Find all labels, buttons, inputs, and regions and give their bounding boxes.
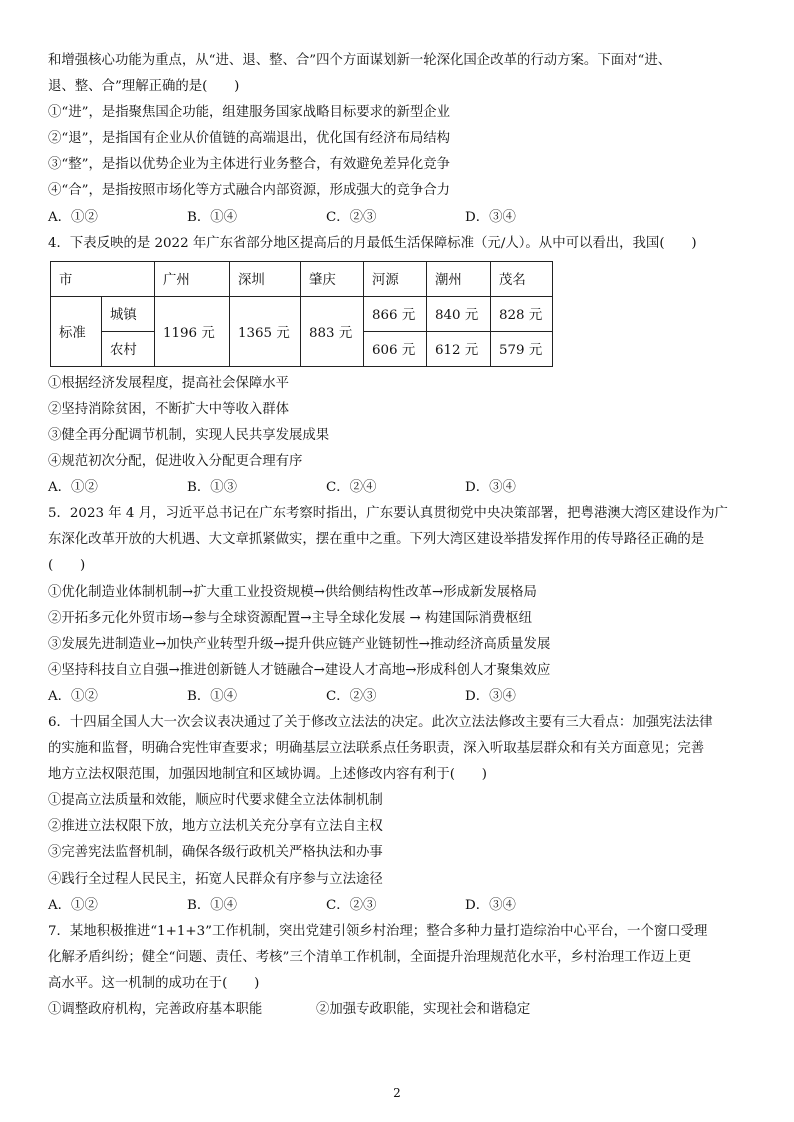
q6-choice-4: ④践行全过程人民民主，拓宽人民群众有序参与立法途径: [48, 871, 383, 887]
q4-options: [48, 475, 753, 501]
table-city-zhaoqing: 肇庆: [301, 261, 364, 296]
q5-stem-line-3: ( ): [48, 558, 86, 574]
q4-option-d: D．③④: [465, 480, 516, 496]
table-city-chaozhou: 潮州: [427, 261, 491, 296]
q6-choice-2: ②推进立法权限下放，地方立法机关充分享有立法自主权: [48, 819, 383, 835]
minimum-living-standard-table: [50, 261, 553, 367]
q3-line-2: 退、整、合”理解正确的是( ): [48, 79, 240, 95]
table-cell-shenzhen: 1365 元: [230, 296, 301, 366]
q4-option-a: A．①②: [48, 480, 98, 496]
table-header-row: [51, 261, 553, 296]
q3-option-c: C．②③: [326, 209, 377, 225]
q4-choice-4: ④规范初次分配，促进收入分配更合理有序: [48, 454, 303, 470]
table-cell-maoming-urban: 828 元: [491, 296, 553, 331]
question-7-block: [48, 919, 753, 1023]
table-city-maoming: 茂名: [491, 261, 553, 296]
q3-choice-3: ③“整”，是指以优势企业为主体进行业务整合，有效避免差异化竞争: [48, 157, 451, 173]
q6-option-c: C．②③: [326, 897, 377, 913]
q4-choice-3: ③健全再分配调节机制，实现人民共享发展成果: [48, 427, 330, 443]
table-row-label: 标准: [51, 296, 102, 366]
table-cell-chaozhou-rural: 612 元: [427, 331, 491, 366]
q6-option-a: A．①②: [48, 897, 98, 913]
q5-stem-line-1: 5．2023 年 4 月，习近平总书记在广东考察时指出，广东要认真贯彻党中央决策部署，把粤港澳大湾区建设作为广: [48, 506, 728, 522]
q4-stem: 4．下表反映的是 2022 年广东省部分地区提高后的月最低生活保障标准（元/人）。从中可以看出，我国( ): [48, 235, 697, 251]
q5-choice-2: ②开拓多元化外贸市场→参与全球资源配置→主导全球化发展 → 构建国际消费枢纽: [48, 610, 533, 626]
table-city-heyuan: 河源: [364, 261, 427, 296]
q6-stem-line-1: 6．十四届全国人大一次会议表决通过了关于修改立法法的决定。此次立法法修改主要有三大看点：加强宪法法律: [48, 714, 713, 730]
q7-choice-1: ①调整政府机构，完善政府基本职能: [48, 1002, 263, 1017]
question-4-block: [48, 231, 753, 502]
q6-option-b: B．①④: [187, 897, 238, 913]
q3-option-b: B．①④: [187, 209, 238, 225]
q6-stem-line-2: 的实施和监督，明确合宪性审查要求；明确基层立法联系点任务职责，深入听取基层群众和有关方面意见；完善: [48, 741, 705, 757]
q7-stem-line-3: 高水平。这一机制的成功在于( ): [48, 975, 260, 991]
q6-stem-line-3: 地方立法权限范围，加强因地制宜和区域协调。上述修改内容有利于( ): [48, 767, 487, 783]
q7-stem-line-1: 7．某地积极推进“1+1+3”工作机制，突出党建引领乡村治理；整合多种力量打造综治中心平台，一个窗口受理: [48, 923, 708, 939]
q6-option-d: D．③④: [465, 897, 516, 913]
question-5-block: [48, 501, 753, 710]
q5-choice-1: ①优化制造业体制机制→扩大重工业投资规模→供给侧结构性改革→形成新发展格局: [48, 584, 537, 600]
q5-choice-3: ③发展先进制造业→加快产业转型升级→提升供应链产业链韧性→推动经济高质量发展: [48, 636, 551, 652]
q3-option-a: A．①②: [48, 209, 98, 225]
q7-choice-2: ②加强专政职能，实现社会和谐稳定: [316, 1002, 531, 1017]
q3-line-1: 和增强核心功能为重点，从“进、退、整、合”四个方面谋划新一轮深化国企改革的行动方案。下面对“进、: [48, 53, 672, 68]
q6-choice-1: ①提高立法质量和效能，顺应时代要求健全立法体制机制: [48, 793, 383, 809]
table-cell-zhaoqing: 883 元: [301, 296, 364, 366]
q6-choice-3: ③完善宪法监督机制，确保各级行政机关严格执法和办事: [48, 845, 383, 861]
q6-options: [48, 893, 753, 919]
q4-choice-2: ②坚持消除贫困，不断扩大中等收入群体: [48, 401, 290, 417]
table-cell-chaozhou-urban: 840 元: [427, 296, 491, 331]
question-6-block: [48, 710, 753, 919]
page-number: 2: [393, 1086, 401, 1100]
q5-option-d: D．③④: [465, 688, 516, 704]
q5-options: [48, 684, 753, 710]
q7-choices-row-1: [48, 997, 753, 1023]
q5-choice-4: ④坚持科技自立自强→推进创新链人才链融合→建设人才高地→形成科创人才聚集效应: [48, 662, 551, 678]
table-cell-guangzhou: 1196 元: [155, 296, 230, 366]
table-cell-maoming-rural: 579 元: [491, 331, 553, 366]
table-city-guangzhou: 广州: [155, 261, 230, 296]
table-cell-heyuan-rural: 606 元: [364, 331, 427, 366]
q7-stem-line-2: 化解矛盾纠纷；健全“问题、责任、考核”三个清单工作机制，全面提升治理规范化水平，乡村治理工作迈上更: [48, 949, 692, 965]
table-header-city: 市: [51, 261, 155, 296]
table-row-urban: [51, 296, 553, 331]
q5-option-a: A．①②: [48, 688, 98, 704]
q5-stem-line-2: 东深化改革开放的大机遇、大文章抓紧做实，摆在重中之重。下列大湾区建设举措发挥作用的传导路径正确的是: [48, 532, 705, 548]
q4-option-c: C．②④: [326, 480, 377, 496]
q3-choice-4: ④“合”，是指按照市场化等方式融合内部资源，形成强大的竞争合力: [48, 183, 451, 199]
q3-choice-2: ②“退”，是指国有企业从价值链的高端退出，优化国有经济布局结构: [48, 131, 451, 147]
table-sub-urban: 城镇: [102, 296, 155, 331]
q3-options: [48, 205, 753, 231]
q4-choice-1: ①根据经济发展程度，提高社会保障水平: [48, 375, 290, 391]
question-3-block: [48, 48, 753, 231]
table-cell-heyuan-urban: 866 元: [364, 296, 427, 331]
q3-choice-1: ①“进”，是指聚焦国企功能，组建服务国家战略目标要求的新型企业: [48, 105, 451, 121]
table-city-shenzhen: 深圳: [230, 261, 301, 296]
table-sub-rural: 农村: [102, 331, 155, 366]
q5-option-c: C．②③: [326, 688, 377, 704]
q4-option-b: B．①③: [187, 480, 238, 496]
exam-page: [48, 48, 753, 1023]
q5-option-b: B．①④: [187, 688, 238, 704]
q3-option-d: D．③④: [465, 209, 516, 225]
